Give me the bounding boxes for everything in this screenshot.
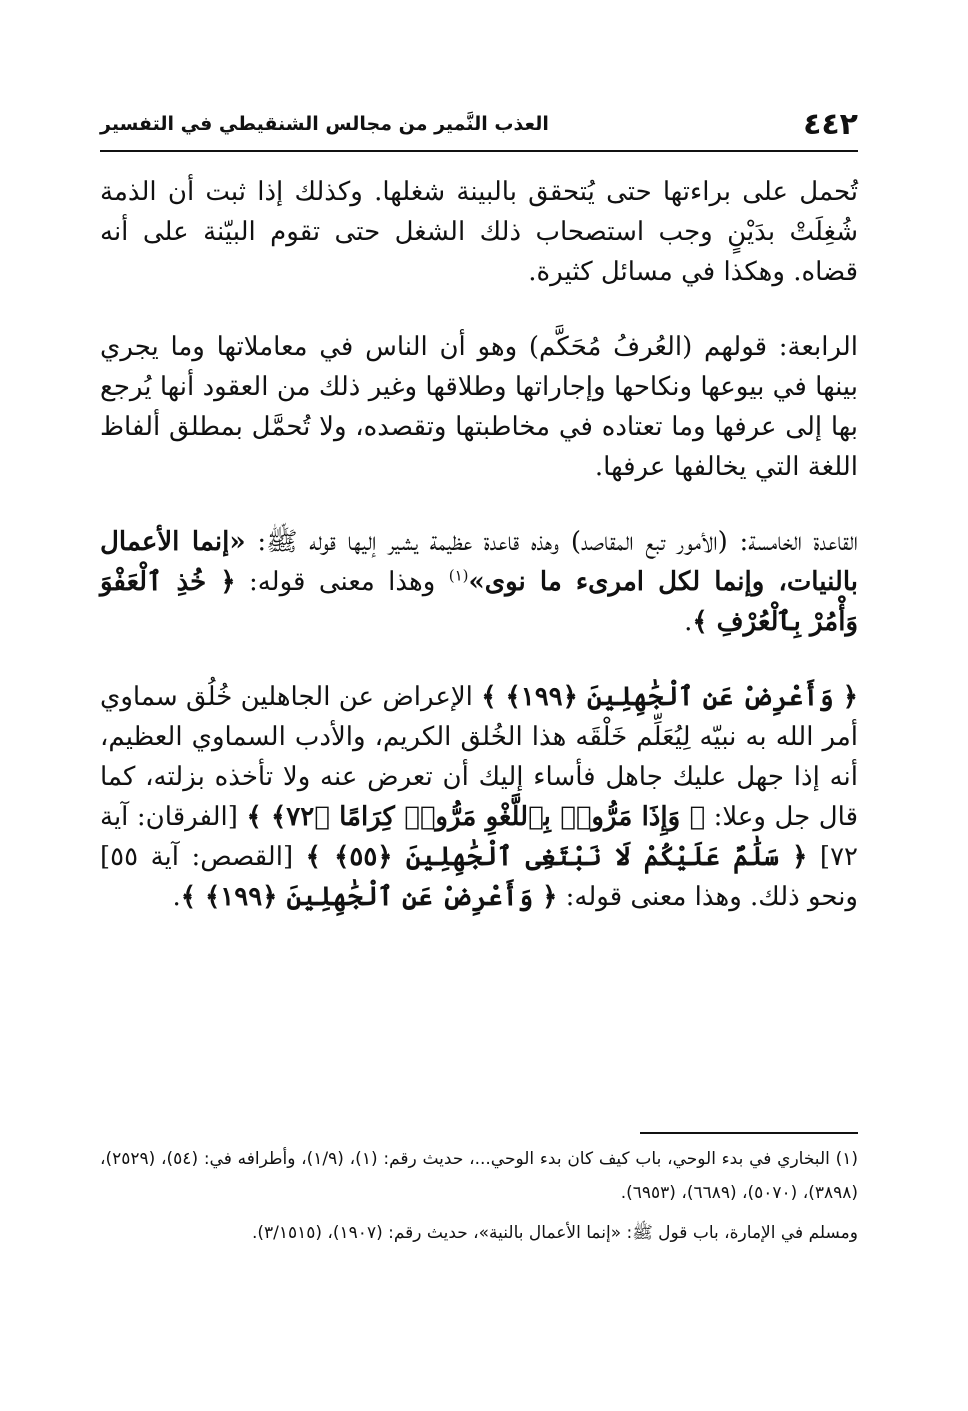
paragraph-3-middle: وهذا معنى قوله:: [235, 567, 449, 597]
quran-verse: ﴿ وَأَعْرِضْ عَنِ ٱلْجَٰهِلِينَ ﴿١٩٩﴾ ﴾: [481, 682, 858, 712]
book-page: [100, 0, 858, 1411]
running-title: العذب النَّمير من مجالس الشنقيطي في التفسير: [100, 113, 549, 135]
main-text: [100, 172, 858, 952]
paragraph-2: [100, 327, 858, 487]
paragraph-4-text: الإعراض عن الجاهلين خُلُق سماوي أمر الله به نبيّه لِيُعَلِّم خَلْقَه هذا الخُلق الكريم، والأدب السماوي العظيم، أنه إذا جهل عليك جاهل فأساء إليك أن تعرض عنه ولا تأخذه بزلته، كما قال جل وعلا:: [100, 682, 859, 832]
paragraph-4: [100, 677, 858, 917]
footnote-reference: (١): [448, 566, 469, 585]
paragraph-3: [100, 522, 858, 642]
paragraph-2-text: الرابعة: قولهم (العُرفُ مُحَكَّم) وهو أن الناس في معاملاتها وما يجري بينها في بيوعها ونكاحها وإجاراتها وطلاقها وغير ذلك من العقود أنها يُرجع بها إلى عرفها وما تعتاده في مخاطبتها وتقصده، ولا تُحمَّل بمطلق ألفاظ اللغة التي يخالفها عرفها.: [100, 332, 858, 482]
page-number: ٤٤٢: [803, 106, 858, 142]
page-header: [100, 98, 858, 152]
paragraph-4-end: .: [172, 882, 181, 912]
quran-verse: ﴿ وَإِذَا مَرُّوا۟ بِٱللَّغْوِ مَرُّوا۟ كِرَامًا ﴿٧٢﴾ ﴾: [246, 802, 706, 832]
hadith-quote: «إنما الأعمال بالنيات، وإنما لكل امرىء ما نوى»: [100, 527, 859, 597]
paragraph-3-end: .: [684, 607, 693, 637]
footnote-divider: [640, 1132, 858, 1134]
paragraph-1: [100, 172, 858, 292]
footnote-1: (١) البخاري في بدء الوحي، باب كيف كان بدء الوحي...، حديث رقم: (١)، (١/٩)، وأطرافه في: (٥٤)، (٢٥٢٩)، (٣٨٩٨)، (٥٠٧٠)، (٦٦٨٩)، (٦٩٥٣).: [100, 1149, 859, 1203]
quran-verse: ﴿ سَلَٰمٌ عَلَيْكُمْ لَا نَبْتَغِى ٱلْجَٰهِلِينَ ﴿٥٥﴾ ﴾: [305, 842, 808, 872]
footnotes: [100, 1142, 858, 1256]
quran-verse: ﴿ خُذِ ٱلْعَفْوَ وَأْمُرْ بِٱلْعُرْفِ ﴾: [100, 567, 858, 637]
footnote-1-continued: ومسلم في الإمارة، باب قول ﷺ: «إنما الأعمال بالنية»، حديث رقم: (١٩٠٧)، (٣/١٥١٥).: [251, 1223, 858, 1243]
paragraph-1-text: تُحمل على براءتها حتى يُتحقق بالبينة شغلها. وكذلك إذا ثبت أن الذمة شُغِلَتْ بدَيْنٍ وجب استصحاب ذلك الشغل حتى تقوم البيّنة على أنه قضاه. وهكذا في مسائل كثيرة.: [100, 177, 858, 287]
quran-verse: ﴿ وَأَعْرِضْ عَنِ ٱلْجَٰهِلِينَ ﴿١٩٩﴾ ﴾: [180, 882, 558, 912]
paragraph-4-text: [القصص: آية ٥٥] ونحو ذلك. وهذا معنى قوله:: [100, 842, 858, 912]
paragraph-3-intro: القاعدة الخامسة: (الأمور تبع المقاصد) وهذه قاعدة عظيمة يشير إليها قوله ﷺ:: [245, 527, 859, 557]
verse-reference: [الفرقان: آية ٧٢]: [100, 802, 858, 872]
